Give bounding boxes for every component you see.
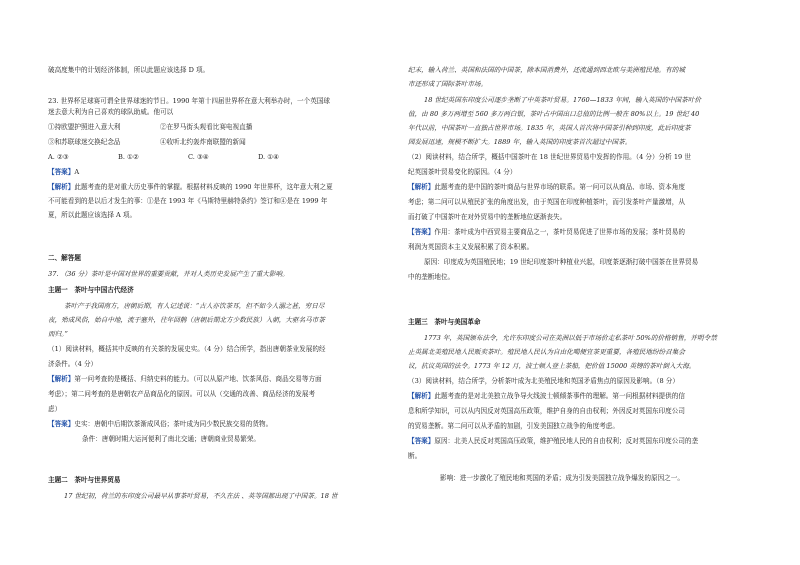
analysis-line	[408, 183, 685, 192]
sub-question: 纪英国茶叶贸易变化的原因。（4 分）	[408, 168, 517, 176]
material-line: 17 世纪初，荷兰的东印度公司最早从事茶叶贸易，不久在法 、英等国都出现了中国茶。18 世	[64, 492, 338, 500]
sub-question: （2）阅读材料，结合所学，概括中国茶叶在 18 世纪世界贸易中发挥的作用。（4 分）分析 19 世	[408, 153, 691, 161]
analysis-line: 而打破了中国茶叶在对外贸易中的垄断地位逐渐丧失。	[408, 213, 567, 221]
analysis-text: 此题考查的是中国的茶叶商品与世界市场的联系。第一问可以从商品、市场、资本角度	[434, 183, 685, 191]
answer-line: 利润为英国资本主义发展积累了资本积累。	[408, 243, 534, 251]
answer-line	[408, 228, 685, 237]
answer-text: 作用：茶叶成为中西贸易主要商品之一，茶叶贸易促进了世界市场的发展；茶叶贸易的	[434, 228, 685, 236]
option-4: ④收听北约轰炸南联盟的新闻	[160, 138, 246, 146]
answer-tag: 【答案】	[48, 420, 75, 428]
analysis-line: 考虑；第二问可以从殖民扩张的角度出发，由于英国在印度种植茶叶，而引发茶叶产量激增，从	[408, 198, 685, 206]
answer-line: 影响：进一步激化了殖民地和英国的矛盾；成为引发美国独立战争爆发的原因之一。	[440, 474, 684, 482]
answer-text: 史实：唐朝中后期饮茶渐成风俗；茶叶成为同少数民族交易的货物。	[74, 420, 273, 428]
question-23-stem: 迷去意大利为自己喜欢的球队助威。他可以	[48, 108, 174, 116]
answer-line: 原因：印度成为英国殖民地；19 世纪印度茶叶种植业兴起，印度茶逐渐打破中国茶在世界贸易	[424, 258, 699, 266]
analysis-line: 夏，所以此题应该选择 A 项。	[48, 211, 137, 219]
answer-line	[48, 420, 272, 429]
answer-text: 原因：北美人民反对英国高压政策，维护殖民地人民的自由权利；反对英国东印度公司的垄	[434, 437, 699, 445]
analysis-text: 此题考查的是对重大历史事件的掌握。根据材料反映的 1990 年世界杯，这年意大利之夏	[74, 183, 333, 191]
material-line: 止英属北美殖民地人民贩卖茶叶。殖民地人民认为自由化喝便宜茶更重要，各殖民地纷纷召集会	[408, 348, 685, 356]
analysis-line	[48, 183, 333, 192]
choice-b: B. ①②	[118, 153, 139, 161]
theme-1-title: 主题一 茶叶与中国古代经济	[48, 286, 134, 294]
analysis-line: 考虑）；第二问考查的是唐朝农产品商品化的原因。可以从（交通的改善、商品经济的发展考	[48, 390, 316, 398]
material-line: 18 世纪英国东印度公司逐步垄断了中英茶叶贸易。1760—1833 年间，输入英国的中国茶叶价	[424, 96, 701, 104]
analysis-tag: 【解析】	[48, 183, 75, 191]
answer-line: 断。	[408, 452, 422, 460]
material-line: 茶叶产于我国南方，唐朝后期，有人记述说：“古人亦饮茶耳，但不如今人溺之甚，穷日尽	[64, 302, 325, 310]
option-2: ②在罗马街头观看比赛电视直播	[160, 123, 253, 131]
analysis-line	[408, 392, 685, 401]
section-heading: 二、解答题	[48, 254, 81, 262]
answer-line: 中的垄断地位。	[408, 273, 455, 281]
option-1: ①持欧盟护照进入意大利	[48, 123, 121, 131]
material-line: 夜，殆成风俗，始自中地，流于塞外，往年回鹘（唐朝后期北方少数民族）入朝，大驱名马市茶	[48, 316, 325, 324]
answer-line	[408, 437, 698, 446]
material-line: 议，抗议英国的法令。1773 年 12 月，波士顿人登上茶船，把价值 15000 英镑的茶叶倒入大海。	[408, 362, 696, 370]
material-line: 纪末，输入荷兰、英国和法国的中国茶，除本国消费外，还流通到西北欧与美洲殖民地。有的城	[408, 66, 685, 74]
analysis-tag: 【解析】	[408, 183, 435, 191]
analysis-line: 不可能看到的是以后才发生的事：①是在 1993 年《马斯特里赫特条约》签订和④是在 1999 年	[48, 197, 328, 205]
material-line: 市还形成了国际茶叶市场。	[408, 80, 488, 88]
choice-c: C. ③④	[188, 153, 209, 161]
answer-line	[48, 168, 79, 177]
analysis-line	[48, 375, 322, 384]
question-37-stem: 37. （36 分）茶叶是中国对世界的重要贡献，并对人类历史发展产生了重大影响。	[48, 270, 289, 278]
analysis-line: 的贸易垄断。第二问可以从矛盾的加剧，引发美国独立战争的角度考虑。	[408, 422, 619, 430]
material-line: 1773 年，英国颁布法令，允许东印度公司在美洲以低于市场价走私茶叶 50%的价格销售，并明令禁	[424, 334, 717, 342]
answer-line: 条件：唐朝时期大运河便利了南北交通；唐朝商业贸易繁荣。	[82, 435, 261, 443]
material-line: 园发展迅速，规模不断扩大。1889 年，输入英国的印度茶首次超过中国茶。	[408, 138, 632, 146]
theme-2-title: 主题二 茶叶与世界贸易	[48, 476, 121, 484]
answer-value: A	[74, 168, 80, 176]
material-line: 年代以前，中国茶叶一直独占世界市场。1835 年，英国人首次将中国茶引种到印度，此后印度茶	[408, 124, 691, 132]
question-23-stem: 23. 世界杯足球赛可谓全世界球迷的节日。1990 年第十四届世界杯在意大利举办时，一个英国球	[48, 97, 331, 105]
answer-tag: 【答案】	[48, 168, 75, 176]
sub-question: （3）阅读材料，结合所学，分析茶叶成为北美殖民地和英国矛盾焦点的原因及影响。（8 分）	[408, 377, 679, 385]
option-3: ③和苏联球迷交换纪念品	[48, 138, 121, 146]
analysis-text: 此题考查的是对北美独立战争导火线波士顿倾茶事件的理解。第一问根据材料提供的信	[434, 392, 685, 400]
analysis-line: 虑）	[48, 405, 62, 413]
sub-question: 济条件。（4 分）	[48, 360, 98, 368]
analysis-text: 第一问考查的是概括、归纳史料的能力。（可以从原产地、饮茶风俗、商品交易等方面	[74, 375, 322, 383]
material-line: 值，由 80 多万两增至 560 多万两白银，茶叶占中国出口总值的比例一般在 80%以上。19 世纪 40	[408, 110, 700, 118]
answer-tag: 【答案】	[408, 437, 435, 445]
sub-question: （1）阅读材料，概括其中反映的有关茶的发展史实。（4 分）结合所学，指出唐朝茶业发展的经	[48, 345, 326, 353]
theme-3-title: 主题三 茶叶与美国革命	[408, 318, 481, 326]
text-line: 破高度集中的计划经济体制，所以此题应该选择 D 项。	[48, 66, 210, 74]
material-line: 而归。”	[48, 330, 68, 338]
answer-tag: 【答案】	[408, 228, 435, 236]
choice-d: D. ①④	[258, 153, 280, 161]
analysis-tag: 【解析】	[48, 375, 75, 383]
analysis-line: 息和所学知识，可以从内因反对英国高压政策，维护自身的自由权利；外因反对英国东印度公司	[408, 407, 685, 415]
analysis-tag: 【解析】	[408, 392, 435, 400]
choice-a: A. ②③	[48, 153, 69, 161]
